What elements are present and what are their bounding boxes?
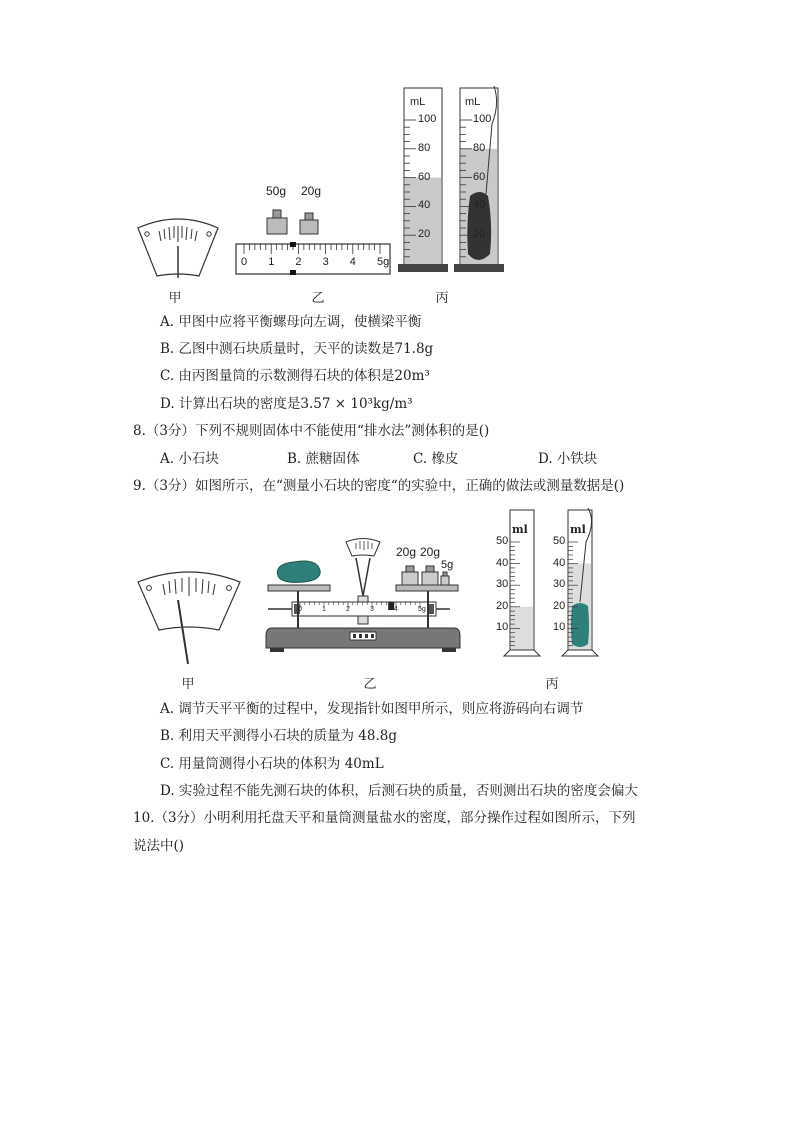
q8-option-c: C. 橡皮 [413,451,459,467]
cylinder2-scale-label: 10 [553,621,566,634]
q7-option-d: D. 计算出石块的密度是3.57 × 10³kg/m³ [160,396,413,412]
cylinder2-scale-label: 20 [553,599,566,612]
q8-option-a: A. 小石块 [160,451,219,467]
q7-option-a: A. 甲图中应将平衡螺母向左调，使横梁平衡 [160,314,422,330]
cylinder1-scale-label: 20 [496,599,509,612]
q7-cylinder1-unit: mL [410,96,426,108]
q9-cylinder2-unit: ml [570,523,586,536]
q8-stem: 8.（3分）下列不规则固体中不能使用“排水法”测体积的是() [133,423,490,439]
rail-tick-label: 0 [241,256,248,268]
q9-option-d: D. 实验过程不能先测石块的体积，后测石块的质量，否则测出石块的密度会偏大 [160,783,638,799]
cylinder1-scale-label: 50 [496,535,509,547]
q7-caption-bing: 丙 [435,291,449,306]
beam-tick-label: 5g [418,606,426,613]
rail-tick-label: 2 [295,256,302,268]
q7-cylinder2-unit: mL [465,96,481,108]
cylinder1-scale-label: 40 [418,199,431,212]
q9-caption-jia: 甲 [181,677,195,692]
cylinder1-scale-label: 60 [418,170,431,183]
q10-stem-line1: 10.（3分）小明利用托盘天平和量筒测量盐水的密度，部分操作过程如图所示，下列 [133,810,636,826]
beam-tick-label: 2 [346,606,350,613]
beam-tick-label: 1 [322,606,326,613]
q7-option-c: C. 由丙图量筒的示数测得石块的体积是20m³ [160,368,430,384]
beam-tick-label: 4 [394,606,398,613]
q9-weight-20g-a-label: 20g [396,545,417,559]
q9-caption-bing: 丙 [545,677,559,692]
q7-option-b: B. 乙图中测石块质量时，天平的读数是71.8g [160,341,434,357]
cylinder1-scale-label: 100 [418,113,437,125]
cylinder1-scale-label: 30 [496,578,509,591]
q7-caption-yi: 乙 [311,291,325,306]
cylinder1-scale-label: 10 [496,621,509,634]
rail-tick-label: 1 [268,256,275,268]
cylinder2-scale-label: 20 [473,228,486,241]
cylinder2-scale-label: 40 [473,199,486,212]
q9-option-b: B. 利用天平测得小石块的质量为 48.8g [160,728,397,744]
q7-caption-jia: 甲 [168,291,182,306]
q7-dial-figure [133,210,223,282]
cylinder2-scale-label: 40 [553,556,566,569]
q9-option-c: C. 用量筒测得小石块的体积为 40mL [160,756,384,772]
q7-weight-20g-label: 20g [301,184,322,198]
beam-tick-label: 3 [370,606,374,613]
cylinder1-scale-label: 80 [418,141,431,154]
cylinder2-scale-label: 80 [473,141,486,154]
q9-weight-5g-label: 5g [441,559,454,571]
rail-tick-label: 3 [322,256,329,268]
q7-weight-50g-label: 50g [266,184,287,198]
beam-tick-label: 0 [298,606,302,613]
cylinder2-scale-label: 30 [553,578,566,591]
q8-option-b: B. 蔗糖固体 [287,451,360,467]
q9-option-a: A. 调节天平平衡的过程中，发现指针如图甲所示，则应将游码向右调节 [160,701,584,717]
cylinder2-scale-label: 100 [473,113,492,125]
q9-cylinder1-unit: ml [512,523,528,536]
rail-tick-label: 4 [349,256,356,268]
cylinder2-scale-label: 50 [553,535,566,547]
cylinder1-scale-label: 40 [496,556,509,569]
q10-stem-line2: 说法中() [133,838,185,854]
q9-dial-figure [133,562,245,668]
cylinder2-scale-label: 60 [473,170,486,183]
q9-stem: 9.（3分）如图所示，在“测量小石块的密度“的实验中，正确的做法或测量数据是() [133,478,625,494]
q9-beam-tick-labels [292,606,436,616]
q9-caption-yi: 乙 [363,677,377,692]
q9-weight-20g-b-label: 20g [420,545,441,559]
q8-option-d: D. 小铁块 [538,451,598,467]
cylinder1-scale-label: 20 [418,228,431,241]
q7-rail-tick-labels [234,256,394,272]
rail-tick-label: 5g [377,256,390,268]
